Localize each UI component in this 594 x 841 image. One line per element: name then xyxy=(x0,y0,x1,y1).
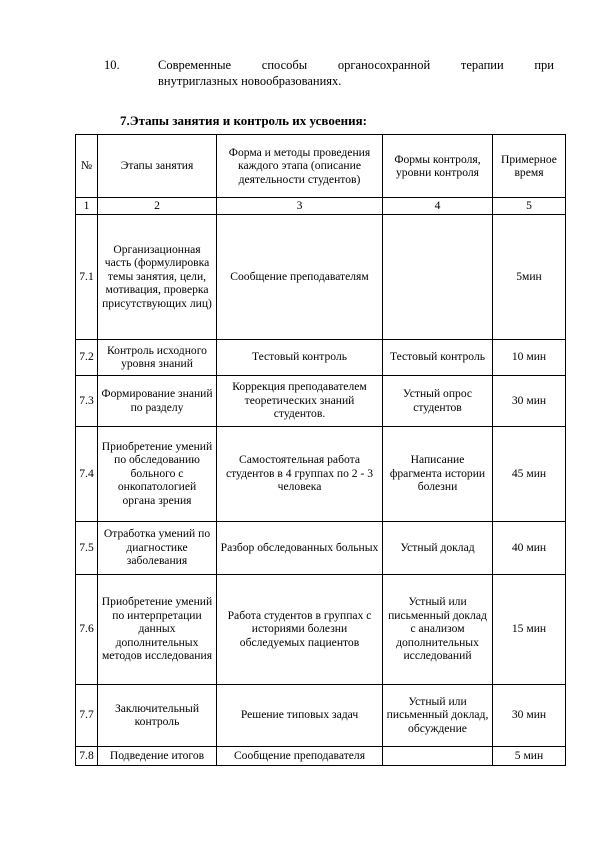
row-control: Устный или письменный доклад, обсуждение xyxy=(383,684,493,746)
row-stage: Подведение итогов xyxy=(98,746,217,765)
table-row xyxy=(76,521,566,574)
header-time: Примерное время xyxy=(493,135,566,198)
row-control: Устный доклад xyxy=(383,521,493,574)
row-stage: Заключительный контроль xyxy=(98,684,217,746)
row-number: 7.3 xyxy=(76,375,98,426)
row-control: Написание фрагмента истории болезни xyxy=(383,426,493,521)
row-time: 40 мин xyxy=(493,521,566,574)
row-number: 7.1 xyxy=(76,214,98,339)
row-number: 7.5 xyxy=(76,521,98,574)
row-time: 15 мин xyxy=(493,574,566,684)
row-method: Тестовый контроль xyxy=(217,339,383,375)
column-number: 3 xyxy=(217,198,383,215)
row-time: 5 мин xyxy=(493,746,566,765)
table-header-row xyxy=(76,135,566,198)
row-method: Работа студентов в группах с историями болезни обследуемых пациентов xyxy=(217,574,383,684)
row-method: Сообщение преподавателям xyxy=(217,214,383,339)
row-number: 7.6 xyxy=(76,574,98,684)
table-row xyxy=(76,375,566,426)
row-time: 5мин xyxy=(493,214,566,339)
row-control xyxy=(383,214,493,339)
row-method: Самостоятельная работа студентов в 4 группах по 2 - 3 человека xyxy=(217,426,383,521)
table-row xyxy=(76,746,566,765)
row-stage: Формирование знаний по разделу xyxy=(98,375,217,426)
row-time: 45 мин xyxy=(493,426,566,521)
list-item-text-line2: внутриглазных новообразованиях. xyxy=(158,74,342,88)
row-number: 7.7 xyxy=(76,684,98,746)
list-item-text-line1: Современные способы органосохранной терапии при xyxy=(158,58,554,72)
section-title: 7.Этапы занятия и контроль их усвоения: xyxy=(120,113,367,128)
row-time: 10 мин xyxy=(493,339,566,375)
row-time: 30 мин xyxy=(493,375,566,426)
column-number: 5 xyxy=(493,198,566,215)
row-control: Тестовый контроль xyxy=(383,339,493,375)
row-time: 30 мин xyxy=(493,684,566,746)
table-row xyxy=(76,426,566,521)
list-item-10 xyxy=(104,57,554,89)
row-method: Сообщение преподавателя xyxy=(217,746,383,765)
table-row xyxy=(76,214,566,339)
column-number: 4 xyxy=(383,198,493,215)
row-control: Устный или письменный доклад с анализом дополнительных исследований xyxy=(383,574,493,684)
row-stage: Контроль исходного уровня знаний xyxy=(98,339,217,375)
stages-table xyxy=(75,134,566,766)
column-number: 1 xyxy=(76,198,98,215)
row-number: 7.8 xyxy=(76,746,98,765)
row-method: Решение типовых задач xyxy=(217,684,383,746)
column-number: 2 xyxy=(98,198,217,215)
list-item-number: 10. xyxy=(104,58,120,72)
table-row xyxy=(76,684,566,746)
row-number: 7.4 xyxy=(76,426,98,521)
row-method: Коррекция преподавателем теоретических знаний студентов. xyxy=(217,375,383,426)
header-control: Формы контроля, уровни контроля xyxy=(383,135,493,198)
header-stage: Этапы занятия xyxy=(98,135,217,198)
row-number: 7.2 xyxy=(76,339,98,375)
row-control: Устный опрос студентов xyxy=(383,375,493,426)
row-stage: Организационная часть (формулировка темы занятия, цели, мотивация, проверка присутствующих лиц) xyxy=(98,214,217,339)
row-stage: Отработка умений по диагностике заболевания xyxy=(98,521,217,574)
row-stage: Приобретение умений по интерпретации данных дополнительных методов исследования xyxy=(98,574,217,684)
row-control xyxy=(383,746,493,765)
table-row xyxy=(76,339,566,375)
row-method: Разбор обследованных больных xyxy=(217,521,383,574)
header-method: Форма и методы проведения каждого этапа (описание деятельности студентов) xyxy=(217,135,383,198)
header-number: № xyxy=(76,135,98,198)
table-row xyxy=(76,574,566,684)
row-stage: Приобретение умений по обследованию больного с онкопатологией органа зрения xyxy=(98,426,217,521)
column-numbers-row xyxy=(76,198,566,215)
